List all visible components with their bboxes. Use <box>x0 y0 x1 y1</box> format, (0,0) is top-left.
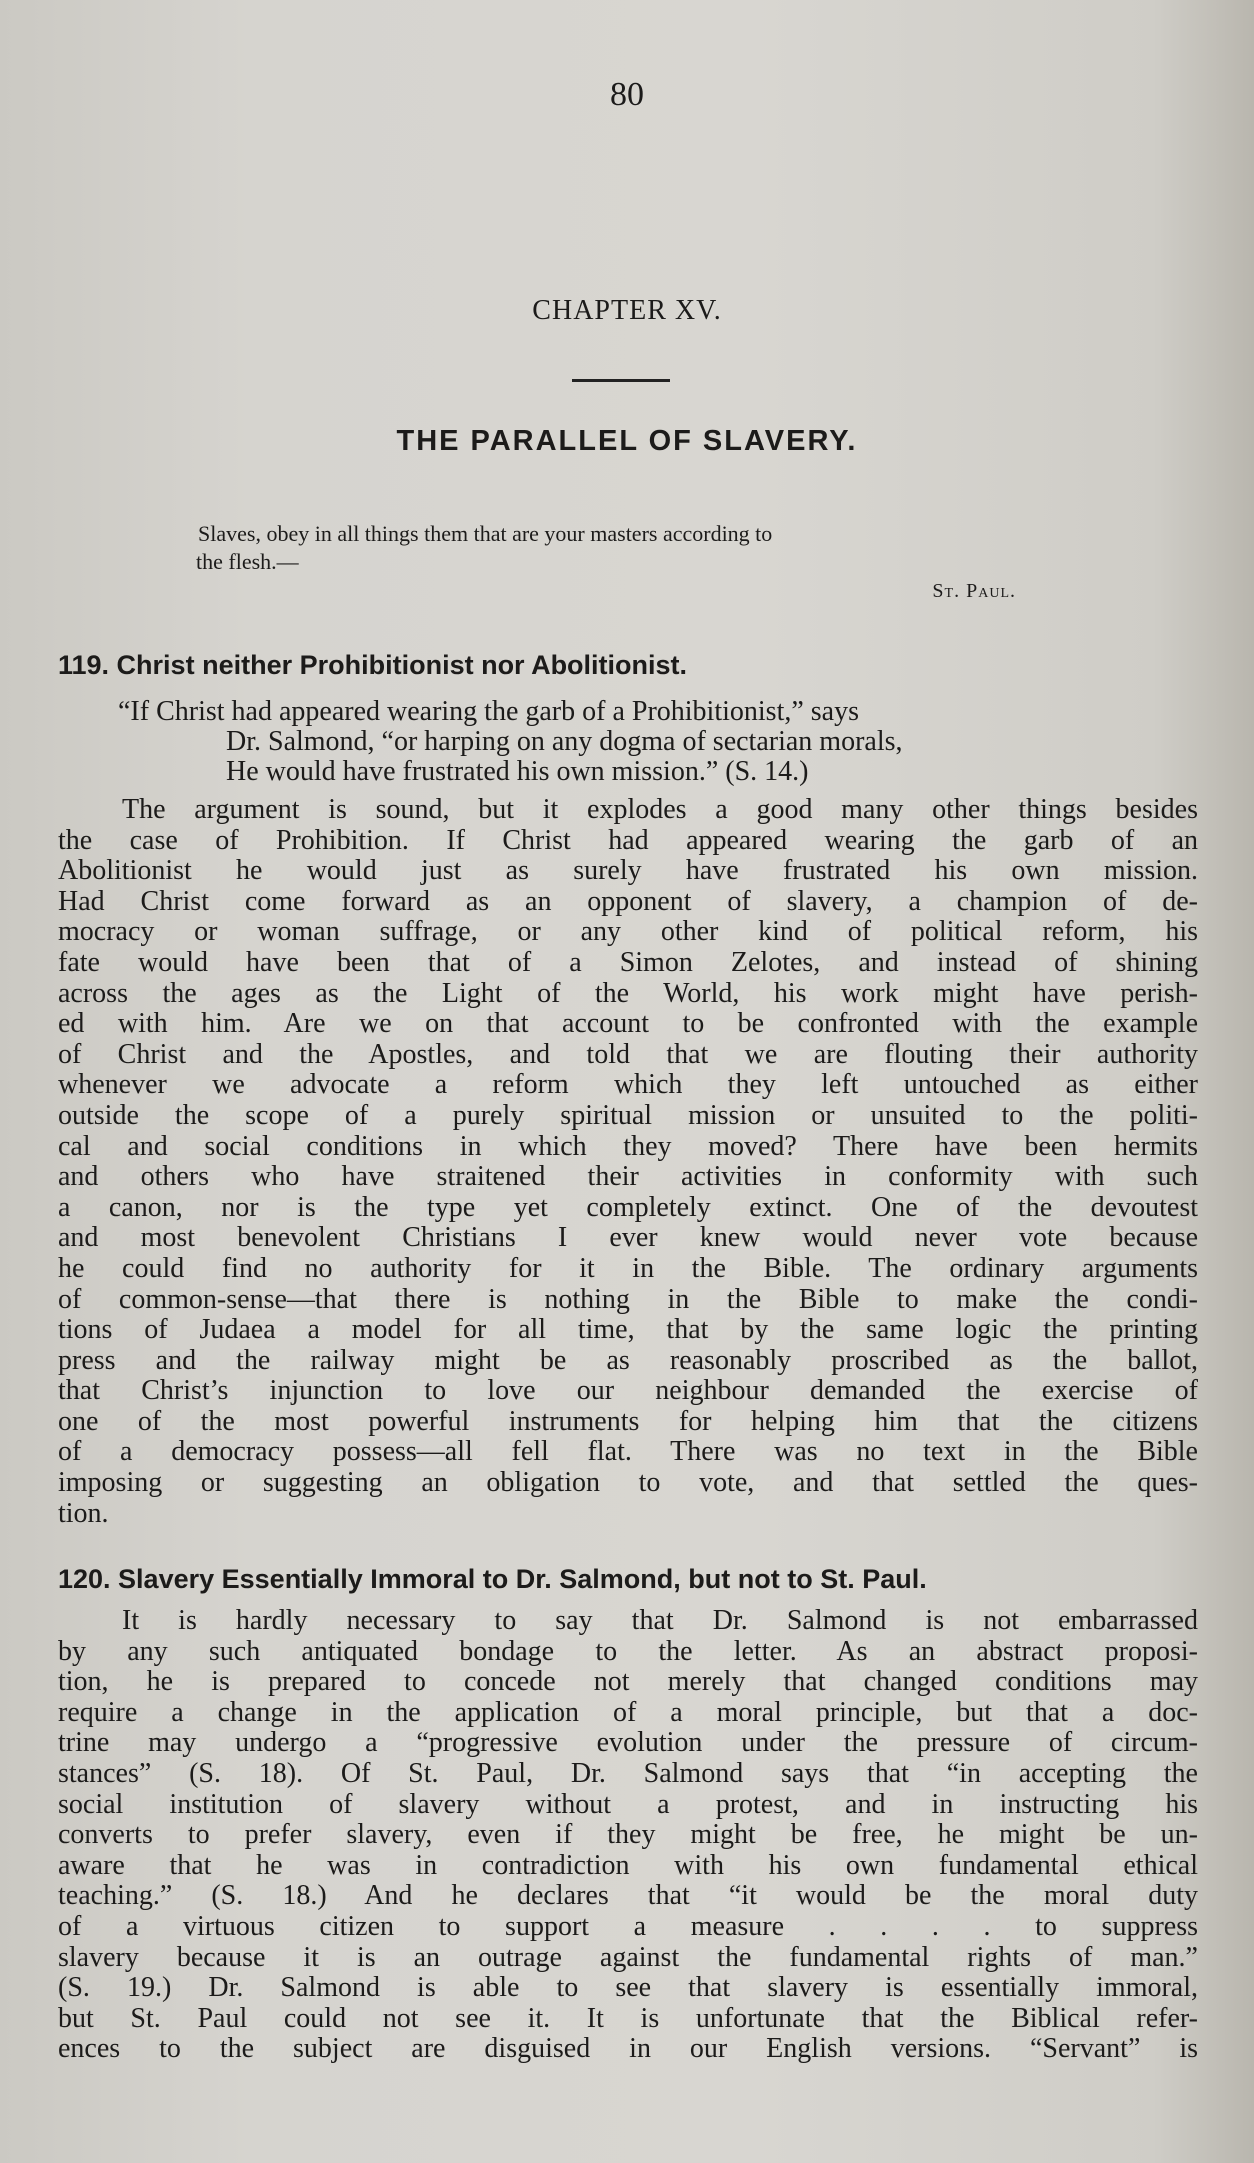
text-line: teaching.” (S. 18.) And he declares that “it would be the moral duty <box>58 1880 1198 1912</box>
text-line: across the ages as the Light of the World, his work might have perish- <box>58 977 1198 1009</box>
text-line: of a democracy possess—all fell flat. There was no text in the Bible <box>58 1436 1198 1468</box>
text-line: Abolitionist he would just as surely have frustrated his own mission. <box>58 855 1198 887</box>
text-line: imposing or suggesting an obligation to vote, and that settled the ques- <box>58 1467 1198 1499</box>
quote-line: Dr. Salmond, “or harping on any dogma of sectarian morals, <box>226 726 903 757</box>
text-line: It is hardly necessary to say that Dr. Salmond is not embarrassed <box>122 1605 1198 1636</box>
text-line: converts to prefer slavery, even if they might be free, he might be un- <box>58 1819 1198 1851</box>
text-line: whenever we advocate a reform which they left untouched as either <box>58 1069 1198 1101</box>
text-line: The argument is sound, but it explodes a good many other things besides <box>122 794 1198 825</box>
text-line: cal and social conditions in which they moved? There have been hermits <box>58 1130 1198 1162</box>
main-title: THE PARALLEL OF SLAVERY. <box>396 425 858 457</box>
text-line: stances” (S. 18). Of St. Paul, Dr. Salmond says that “in accepting the <box>58 1757 1198 1789</box>
text-line: Had Christ come forward as an opponent of slavery, a champion of de- <box>58 885 1198 917</box>
text-line: he could find no authority for it in the Bible. The ordinary arguments <box>58 1252 1198 1284</box>
text-line: tions of Judaea a model for all time, that by the same logic the printing <box>58 1314 1198 1346</box>
text-line: outside the scope of a purely spiritual mission or unsuited to the politi- <box>58 1099 1198 1131</box>
text-line: mocracy or woman suffrage, or any other kind of political reform, his <box>58 916 1198 948</box>
epigraph-line: Slaves, obey in all things them that are your masters according to <box>198 521 773 546</box>
text-line: tion. <box>58 1497 109 1529</box>
text-line: press and the railway might be as reasonably proscribed as the ballot, <box>58 1344 1198 1376</box>
epigraph <box>198 520 1078 576</box>
section-120-paragraph <box>58 1606 1198 2065</box>
text-line: ed with him. Are we on that account to be confronted with the example <box>58 1008 1198 1040</box>
section-120-heading: 120. Slavery Essentially Immoral to Dr. Salmond, but not to St. Paul. <box>58 1564 927 1594</box>
text-line: a canon, nor is the type yet completely extinct. One of the devoutest <box>58 1191 1198 1223</box>
text-line: of common-sense—that there is nothing in the Bible to make the condi- <box>58 1283 1198 1315</box>
text-line: by any such antiquated bondage to the letter. As an abstract proposi- <box>58 1635 1198 1667</box>
text-line: aware that he was in contradiction with his own fundamental ethical <box>58 1849 1198 1881</box>
title-divider <box>572 379 670 382</box>
text-line: of Christ and the Apostles, and told that we are flouting their authority <box>58 1038 1198 1070</box>
text-line: and most benevolent Christians I ever knew would never vote because <box>58 1222 1198 1254</box>
quote-line: He would have frustrated his own mission.” (S. 14.) <box>226 756 809 787</box>
text-line: of a virtuous citizen to support a measure . . . . to suppress <box>58 1910 1198 1942</box>
epigraph-attribution: St. Paul. <box>932 580 1016 602</box>
text-line: fate would have been that of a Simon Zelotes, and instead of shining <box>58 946 1198 978</box>
text-line: (S. 19.) Dr. Salmond is able to see that slavery is essentially immoral, <box>58 1972 1198 2004</box>
text-line: tion, he is prepared to concede not merely that changed conditions may <box>58 1666 1198 1698</box>
text-line: that Christ’s injunction to love our neighbour demanded the exercise of <box>58 1375 1198 1407</box>
text-line: social institution of slavery without a protest, and in instructing his <box>58 1788 1198 1820</box>
section-119-heading: 119. Christ neither Prohibitionist nor Abolitionist. <box>58 650 688 680</box>
page-number: 80 <box>610 76 644 113</box>
text-line: but St. Paul could not see it. It is unfortunate that the Biblical refer- <box>58 2002 1198 2034</box>
chapter-title: CHAPTER XV. <box>532 295 722 326</box>
text-line: one of the most powerful instruments for helping him that the citizens <box>58 1405 1198 1437</box>
text-line: the case of Prohibition. If Christ had appeared wearing the garb of an <box>58 824 1198 856</box>
text-line: trine may undergo a “progressive evolution under the pressure of circum- <box>58 1727 1198 1759</box>
text-line: slavery because it is an outrage against the fundamental rights of man.” <box>58 1941 1198 1973</box>
text-line: and others who have straitened their activities in conformity with such <box>58 1161 1198 1193</box>
section-119-quote <box>118 697 1198 787</box>
section-119-paragraph <box>58 795 1198 1529</box>
text-line: require a change in the application of a moral principle, but that a doc- <box>58 1696 1198 1728</box>
text-line: ences to the subject are disguised in our English versions. “Servant” is <box>58 2033 1198 2065</box>
quote-line: “If Christ had appeared wearing the garb of a Prohibitionist,” says <box>118 696 860 727</box>
epigraph-line: the flesh.— <box>196 549 299 574</box>
